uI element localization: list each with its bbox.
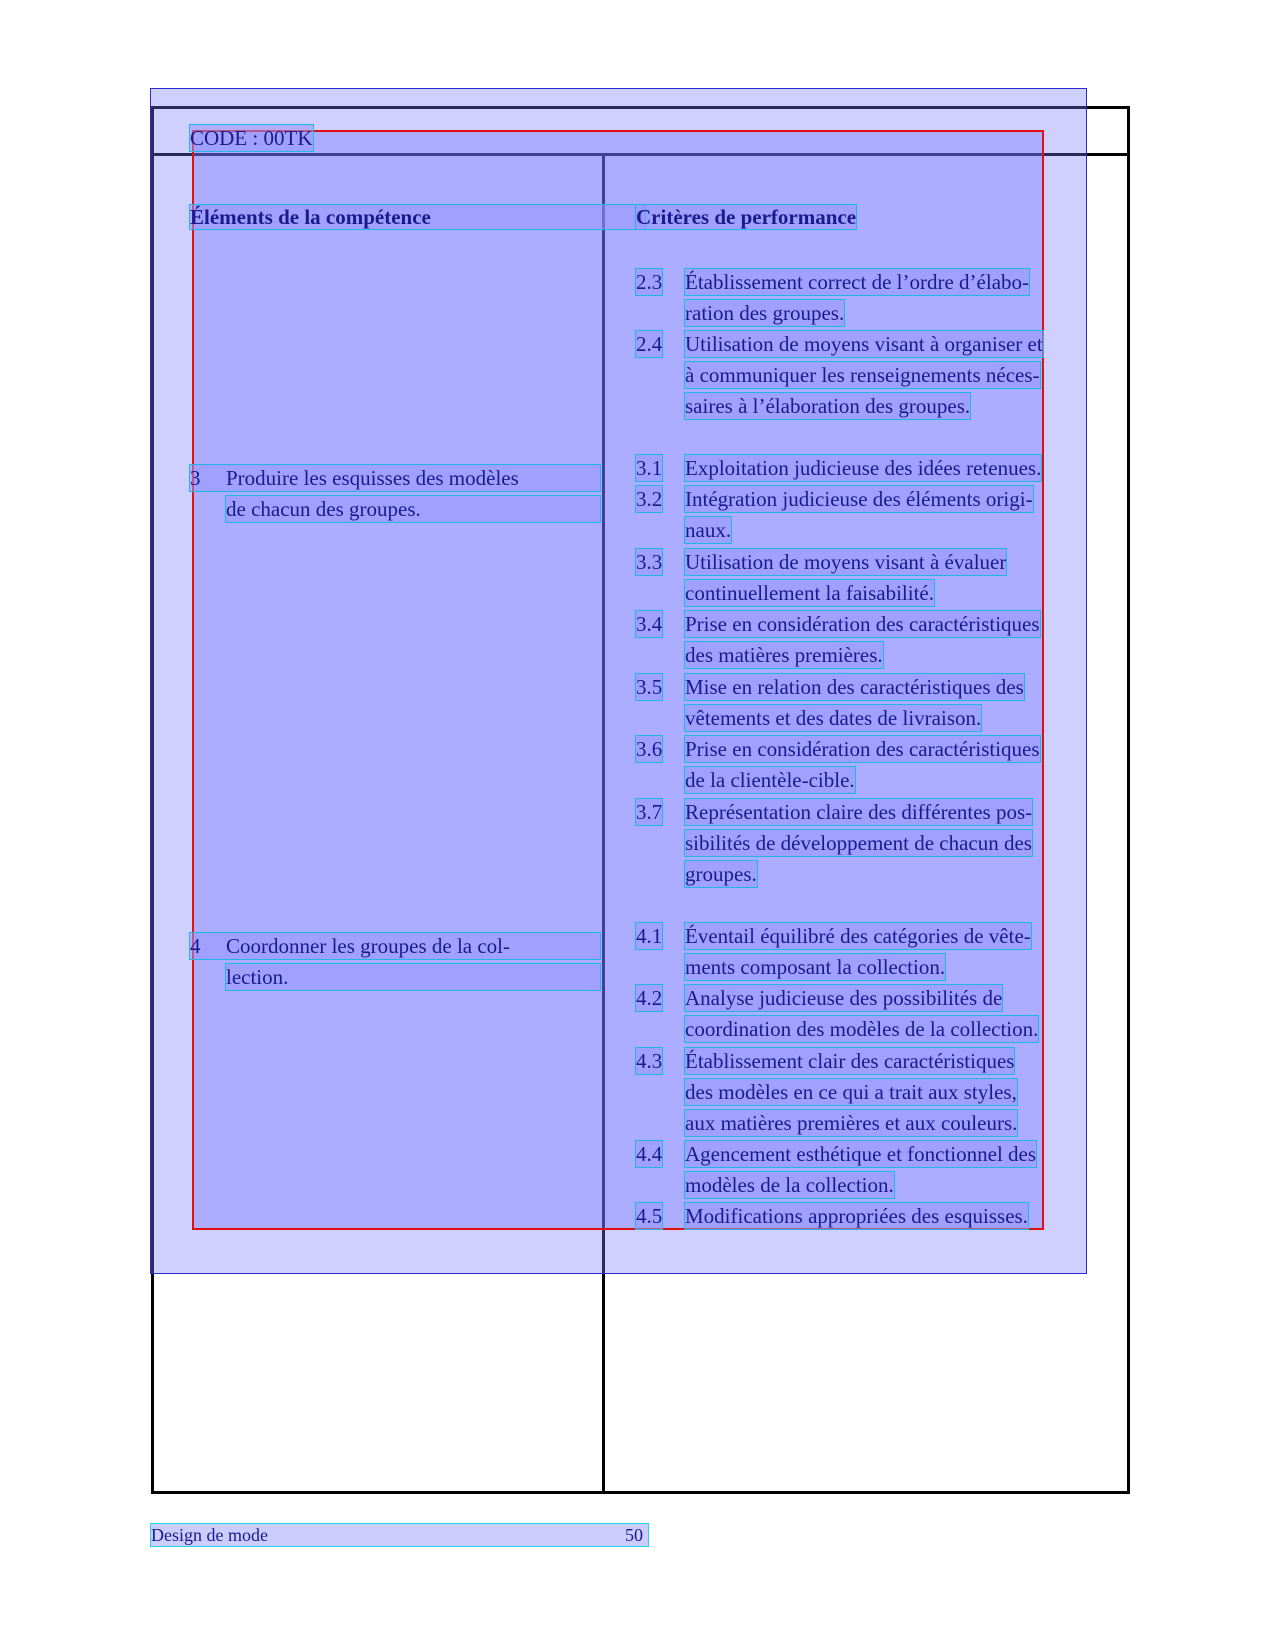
criterion-text-line: Prise en considération des caractéristiques	[685, 737, 1040, 761]
criterion-number: 4.2	[636, 986, 663, 1010]
criterion-text-line: Éventail équilibré des catégories de vête-	[685, 924, 1031, 948]
criterion-text-line: sibilités de développement de chacun des	[685, 831, 1032, 855]
criterion-number: 4.5	[636, 1204, 663, 1228]
footer-page-number: 50	[625, 1525, 643, 1545]
column-header-criteria: Critères de performance	[636, 205, 857, 229]
criterion-number: 3.2	[636, 487, 663, 511]
element-text-line: Coordonner les groupes de la col-	[226, 934, 511, 958]
element-text-line: Produire les esquisses des modèles	[226, 466, 519, 490]
criterion-text-line: Intégration judicieuse des éléments origi-	[685, 487, 1033, 511]
criterion-number: 3.4	[636, 612, 663, 636]
criterion-number: 4.3	[636, 1049, 663, 1073]
criterion-number: 3.7	[636, 800, 663, 824]
criterion-text-line: Modifications appropriées des esquisses.	[685, 1204, 1028, 1228]
criterion-text-line: des modèles en ce qui a trait aux styles,	[685, 1080, 1017, 1104]
criterion-text-line: des matières premières.	[685, 643, 883, 667]
criterion-text-line: Analyse judicieuse des possibilités de	[685, 986, 1003, 1010]
criterion-text-line: Utilisation de moyens visant à organiser et	[685, 332, 1043, 356]
criterion-text-line: saires à l’élaboration des groupes.	[685, 394, 971, 418]
criterion-number: 4.4	[636, 1142, 663, 1166]
criterion-text-line: ments composant la collection.	[685, 955, 946, 979]
criterion-text-line: aux matières premières et aux couleurs.	[685, 1111, 1018, 1135]
code-label: CODE : 00TK	[190, 126, 313, 150]
page-footer	[151, 1524, 648, 1546]
criterion-text-line: à communiquer les renseignements néces-	[685, 363, 1040, 387]
criterion-number: 3.5	[636, 675, 663, 699]
criterion-text-line: continuellement la faisabilité.	[685, 581, 934, 605]
criterion-text-line: naux.	[685, 518, 732, 542]
criterion-number: 4.1	[636, 924, 663, 948]
criterion-text-line: Établissement correct de l’ordre d’élabo-	[685, 270, 1030, 294]
footer-title: Design de mode	[151, 1525, 268, 1545]
criterion-text-line: Exploitation judicieuse des idées retenues.	[685, 456, 1042, 480]
criterion-text-line: modèles de la collection.	[685, 1173, 894, 1197]
criterion-text-line: Établissement clair des caractéristiques	[685, 1049, 1015, 1073]
criterion-number: 3.6	[636, 737, 663, 761]
criterion-number: 2.4	[636, 332, 663, 356]
element-text-line: lection.	[226, 964, 600, 990]
criterion-number: 2.3	[636, 270, 663, 294]
element-number: 4	[190, 933, 600, 959]
criterion-text-line: vêtements et des dates de livraison.	[685, 706, 982, 730]
criterion-text-line: Représentation claire des différentes pos-	[685, 800, 1033, 824]
element-text-line: de chacun des groupes.	[226, 496, 600, 522]
criterion-text-line: coordination des modèles de la collection.	[685, 1017, 1039, 1041]
criterion-text-line: Mise en relation des caractéristiques des	[685, 675, 1024, 699]
element-number: 3	[190, 465, 600, 491]
criterion-number: 3.3	[636, 550, 663, 574]
criterion-text-line: ration des groupes.	[685, 301, 845, 325]
criterion-text-line: Agencement esthétique et fonctionnel des	[685, 1142, 1037, 1166]
column-header-elements: Éléments de la compétence	[190, 205, 645, 229]
criterion-text-line: groupes.	[685, 862, 757, 886]
criterion-text-line: Utilisation de moyens visant à évaluer	[685, 550, 1007, 574]
criterion-number: 3.1	[636, 456, 663, 480]
criterion-text-line: Prise en considération des caractéristiques	[685, 612, 1040, 636]
criterion-text-line: de la clientèle-cible.	[685, 768, 855, 792]
